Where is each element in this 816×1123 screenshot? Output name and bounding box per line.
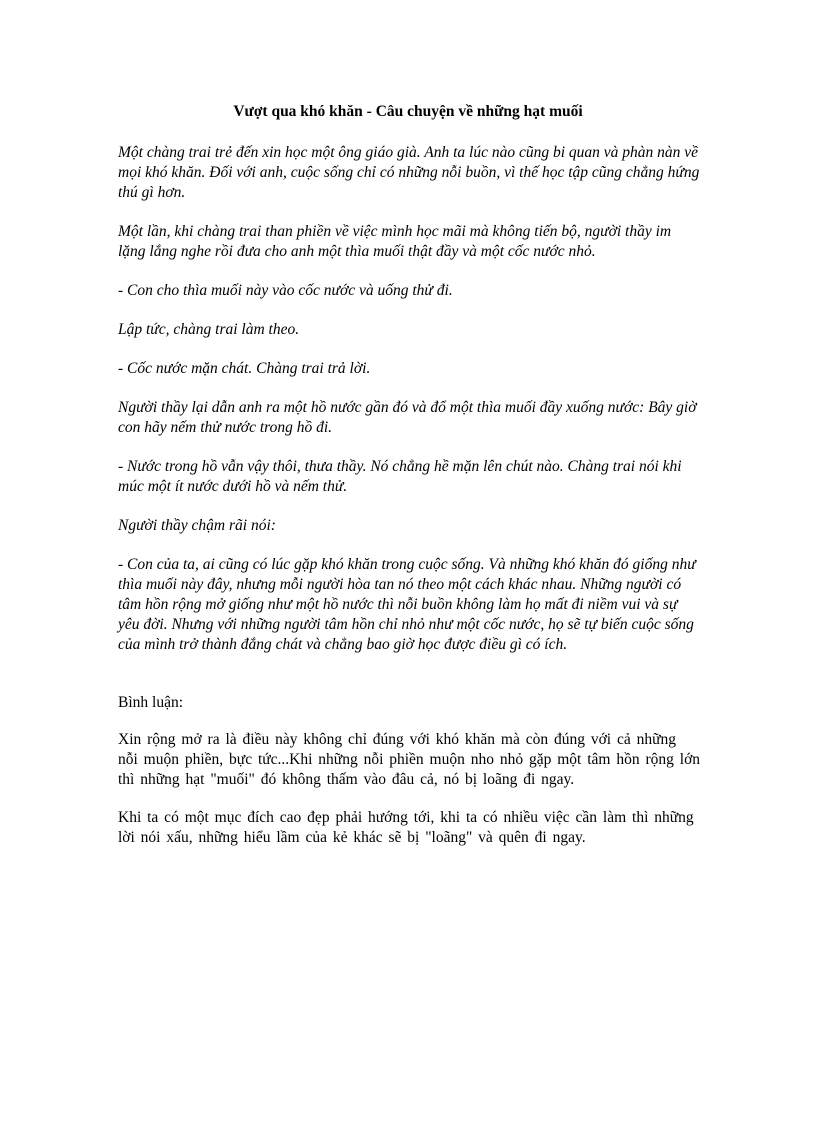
story-paragraph-3: - Con cho thìa muối này vào cốc nước và uống thử đi.: [118, 282, 453, 299]
story-paragraph-8: Người thầy chậm rãi nói:: [118, 517, 276, 534]
story-paragraph-7: - Nước trong hồ vẫn vậy thôi, thưa thầy. Nó chẳng hề mặn lên chút nào. Chàng trai nói khi múc một ít nước dưới hồ và nếm thử.: [118, 458, 682, 495]
story-paragraph-2: Một lần, khi chàng trai than phiền về việc mình học mãi mà không tiến bộ, người thầy im lặng lắng nghe rồi đưa cho anh một thìa muối thật đầy và một cốc nước nhỏ.: [118, 223, 672, 260]
document-title: Vượt qua khó khăn - Câu chuyện về những hạt muối: [233, 103, 583, 120]
story-paragraph-6: Người thầy lại dẫn anh ra một hồ nước gần đó và đổ một thìa muối đầy xuống nước: Bây giờ con hãy nếm thử nước trong hồ đi.: [118, 399, 697, 436]
story-paragraph-5: - Cốc nước mặn chát. Chàng trai trả lời.: [118, 360, 371, 377]
comment-paragraph-2: Khi ta có một mục đích cao đẹp phải hướng tới, khi ta có nhiều việc cần làm thì những lời nói xấu, những hiểu lầm của kẻ khác sẽ bị "loãng" và quên đi ngay.: [118, 809, 694, 846]
story-paragraph-1: Một chàng trai trẻ đến xin học một ông giáo già. Anh ta lúc nào cũng bi quan và phàn nàn về mọi khó khăn. Đối với anh, cuộc sống chỉ có những nỗi buồn, vì thế học tập cũng chẳng hứng thú gì hơn.: [118, 144, 700, 201]
comment-heading: Bình luận:: [118, 694, 184, 711]
story-paragraph-9: - Con của ta, ai cũng có lúc gặp khó khăn trong cuộc sống. Và những khó khăn đó giống như thìa muối này đây, nhưng mỗi người hòa tan nó theo một cách khác nhau. Những người có tâm hồn rộng mở giống như một hồ nước thì nỗi buồn không làm họ mất đi niềm vui và sự yêu đời. Nhưng với những người tâm hồn chỉ nhỏ như một cốc nước, họ sẽ tự biến cuộc sống của mình trở thành đắng chát và chẳng bao giờ học được điều gì có ích.: [118, 556, 696, 653]
story-paragraph-4: Lập tức, chàng trai làm theo.: [118, 321, 300, 338]
comment-paragraph-1: Xin rộng mở ra là điều này không chỉ đúng với khó khăn mà còn đúng với cả những nỗi muộn phiền, bực tức...Khi những nỗi phiền muộn nho nhỏ gặp một tâm hồn rộng lớn thì những hạt "muối" đó không thấm vào đâu cả, nó bị loãng đi ngay.: [118, 731, 701, 788]
